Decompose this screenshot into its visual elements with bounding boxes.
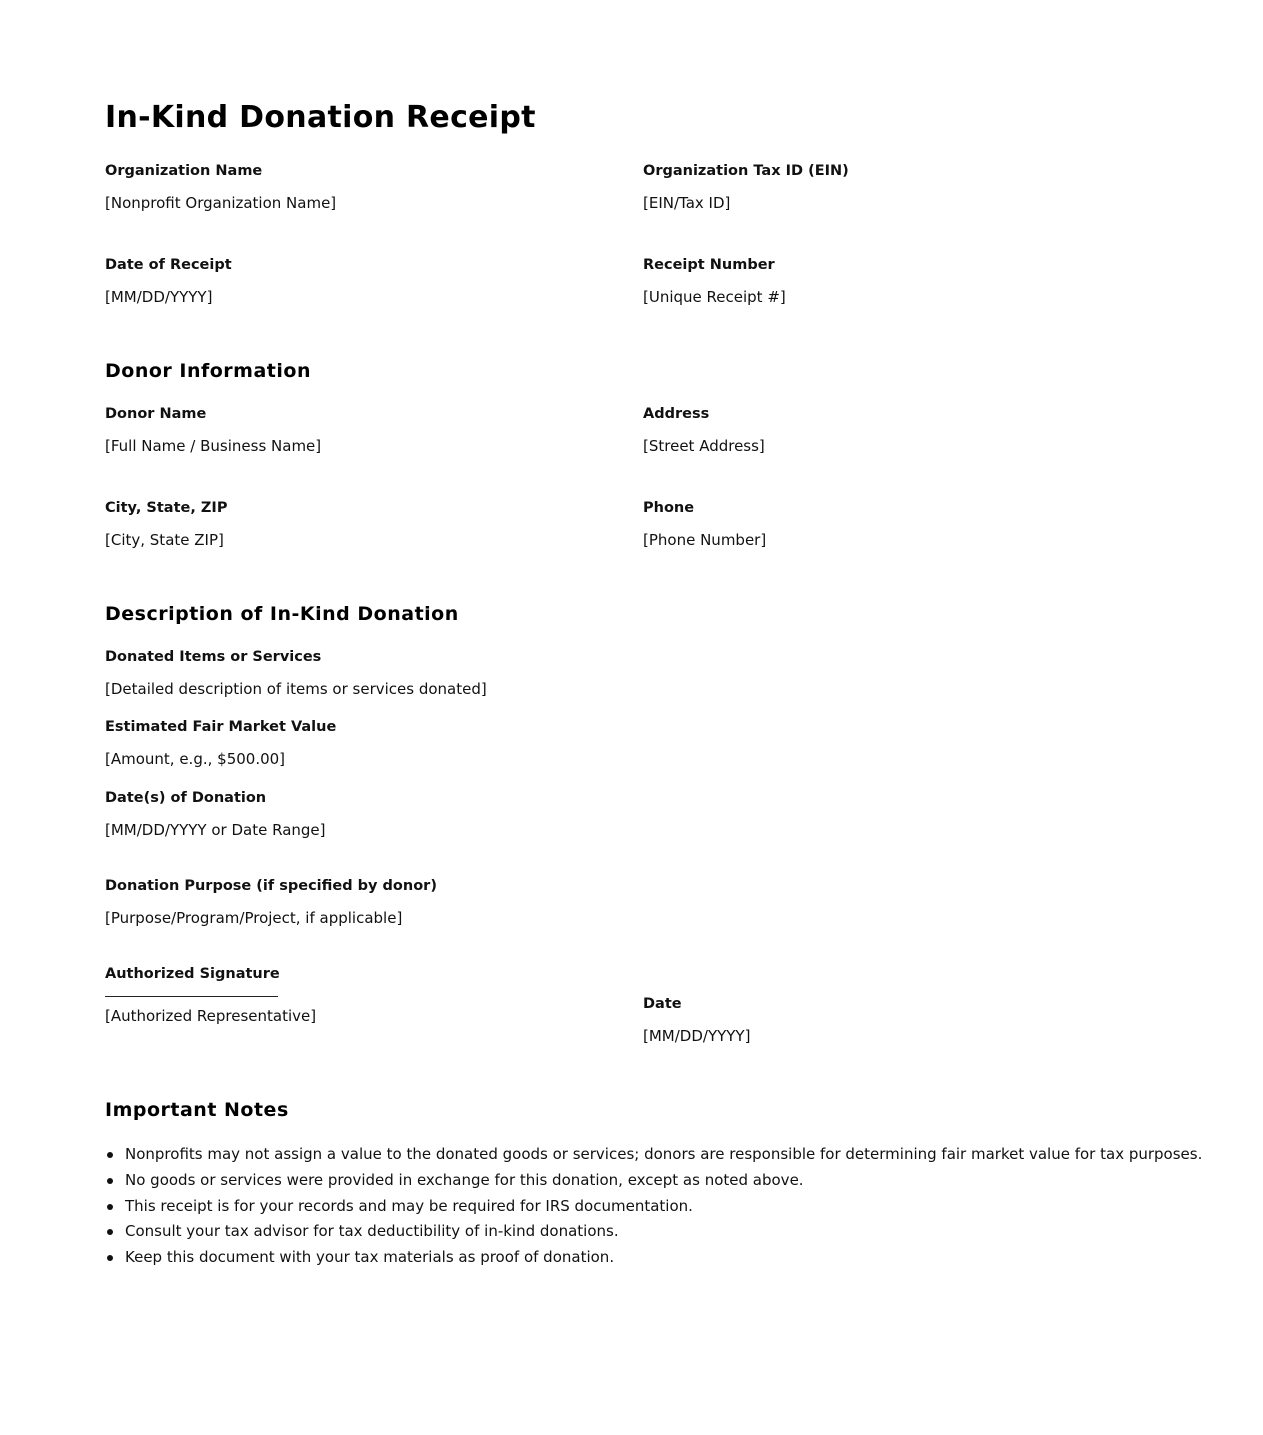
date-of-receipt-field bbox=[105, 255, 625, 307]
fair-market-value-field bbox=[105, 717, 625, 769]
organization-name-label: Organization Name bbox=[105, 163, 263, 179]
list-item bbox=[105, 1194, 1202, 1220]
list-item bbox=[105, 1245, 1202, 1271]
donated-items-label: Donated Items or Services bbox=[105, 649, 322, 665]
authorized-signature-label: Authorized Signature bbox=[105, 966, 280, 982]
organization-ein-value: [EIN/Tax ID] bbox=[643, 194, 731, 212]
donation-dates-value: [MM/DD/YYYY or Date Range] bbox=[105, 821, 326, 839]
signature-date-value: [MM/DD/YYYY] bbox=[643, 1027, 751, 1045]
bullet-icon bbox=[107, 1204, 113, 1210]
note-text: Consult your tax advisor for tax deductibility of in-kind donations. bbox=[125, 1222, 619, 1241]
organization-ein-field bbox=[643, 161, 1163, 213]
donor-name-value: [Full Name / Business Name] bbox=[105, 437, 322, 455]
donated-items-field bbox=[105, 647, 625, 699]
signature-date-label: Date bbox=[643, 996, 682, 1012]
donor-information-heading: Donor Information bbox=[105, 360, 311, 382]
donation-purpose-label: Donation Purpose (if specified by donor) bbox=[105, 878, 437, 894]
note-text: Keep this document with your tax materials as proof of donation. bbox=[125, 1248, 615, 1267]
bullet-icon bbox=[107, 1229, 113, 1235]
note-text: Nonprofits may not assign a value to the donated goods or services; donors are responsible for determining fair market value for tax purposes. bbox=[125, 1145, 1203, 1163]
donation-dates-field bbox=[105, 788, 625, 840]
donation-purpose-field bbox=[105, 876, 625, 928]
donor-phone-label: Phone bbox=[643, 500, 695, 516]
donor-phone-field bbox=[643, 498, 1163, 550]
donation-dates-label: Date(s) of Donation bbox=[105, 790, 267, 806]
list-item bbox=[105, 1168, 1202, 1194]
donor-phone-value: [Phone Number] bbox=[643, 531, 767, 549]
note-text: This receipt is for your records and may be required for IRS documentation. bbox=[125, 1196, 693, 1215]
signature-date-field bbox=[643, 994, 1163, 1046]
bullet-icon bbox=[107, 1255, 113, 1261]
page-title: In-Kind Donation Receipt bbox=[105, 100, 536, 135]
organization-ein-label: Organization Tax ID (EIN) bbox=[643, 163, 849, 179]
list-item bbox=[105, 1219, 1202, 1245]
signature-line[interactable] bbox=[105, 996, 278, 997]
organization-name-value: [Nonprofit Organization Name] bbox=[105, 194, 337, 212]
authorized-signature-field bbox=[105, 964, 625, 1026]
date-of-receipt-label: Date of Receipt bbox=[105, 257, 232, 273]
note-text: No goods or services were provided in exchange for this donation, except as noted above. bbox=[125, 1170, 804, 1189]
bullet-icon bbox=[107, 1152, 113, 1158]
fair-market-value-value: [Amount, e.g., $500.00] bbox=[105, 750, 286, 768]
donor-address-field bbox=[643, 404, 1163, 456]
fair-market-value-label: Estimated Fair Market Value bbox=[105, 719, 337, 735]
receipt-number-value: [Unique Receipt #] bbox=[643, 288, 786, 306]
date-of-receipt-value: [MM/DD/YYYY] bbox=[105, 288, 213, 306]
bullet-icon bbox=[107, 1178, 113, 1184]
donor-city-label: City, State, ZIP bbox=[105, 500, 228, 516]
donor-name-label: Donor Name bbox=[105, 406, 207, 422]
receipt-number-field bbox=[643, 255, 1163, 307]
list-item bbox=[105, 1142, 1202, 1168]
donated-items-value: [Detailed description of items or services donated] bbox=[105, 680, 487, 698]
receipt-number-label: Receipt Number bbox=[643, 257, 775, 273]
organization-name-field bbox=[105, 161, 625, 213]
important-notes-list bbox=[105, 1142, 1202, 1271]
donor-city-value: [City, State ZIP] bbox=[105, 531, 224, 549]
donor-address-value: [Street Address] bbox=[643, 437, 765, 455]
donor-name-field bbox=[105, 404, 625, 456]
donor-address-label: Address bbox=[643, 406, 710, 422]
donor-city-field bbox=[105, 498, 625, 550]
donation-purpose-value: [Purpose/Program/Project, if applicable] bbox=[105, 909, 403, 927]
authorized-representative-value: [Authorized Representative] bbox=[105, 1007, 317, 1025]
donation-description-heading: Description of In-Kind Donation bbox=[105, 603, 459, 625]
important-notes-heading: Important Notes bbox=[105, 1099, 289, 1121]
